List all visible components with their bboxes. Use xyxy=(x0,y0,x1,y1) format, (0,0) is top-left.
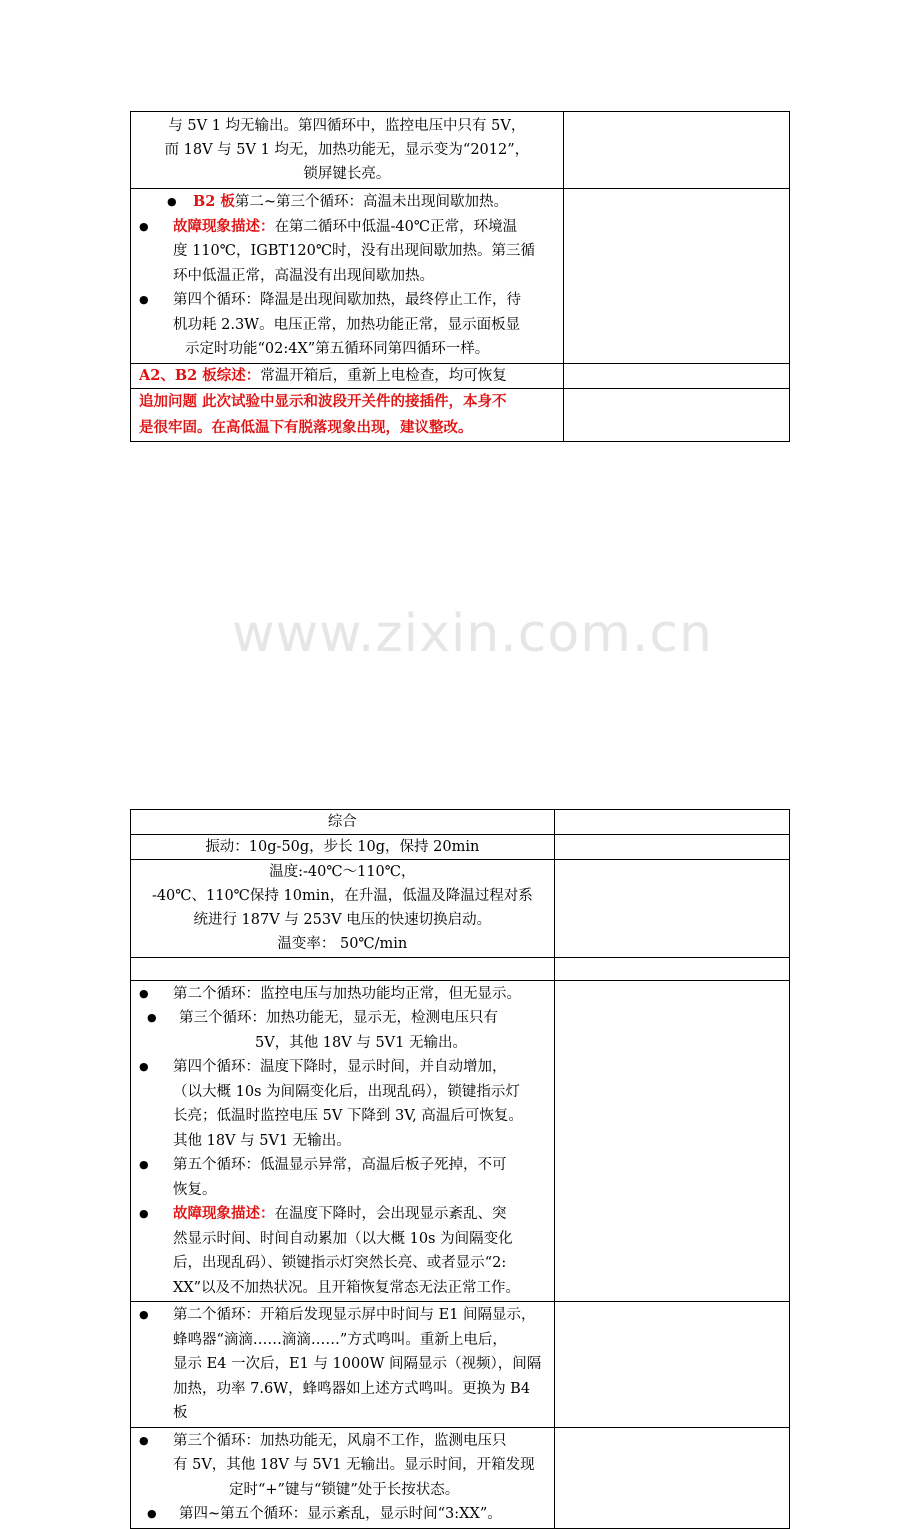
text-line: 锁屏键长亮。 xyxy=(303,166,391,182)
table-cell xyxy=(131,189,564,364)
table-row xyxy=(131,363,790,388)
bullet-icon: ● xyxy=(147,1011,157,1024)
bullet-icon: ● xyxy=(147,1507,157,1520)
list-item xyxy=(131,1429,554,1503)
list-item-text: 有 5V，其他 18V 与 5V1 无输出。显示时间，开箱发现 xyxy=(173,1457,535,1473)
list-item-text: 第二个循环：监控电压与加热功能均正常，但无显示。 xyxy=(173,985,521,1002)
list-item-text: 环中低温正常，高温没有出现间歇加热。 xyxy=(173,267,434,284)
table-cell-empty xyxy=(554,1302,789,1428)
temp-spec-line: 统进行 187V 与 253V 电压的快速切换启动。 xyxy=(193,911,492,928)
table-row xyxy=(131,189,790,364)
list-item-text: 第四~第五个循环：显示紊乱，显示时间“3:XX”。 xyxy=(179,1506,502,1522)
watermark: www.zixin.com.cn xyxy=(232,604,713,664)
list-item-text: 后，出现乱码）、锁键指示灯突然长亮、或者显示“2: xyxy=(173,1255,507,1271)
list-item xyxy=(131,1006,554,1055)
table-cell-empty xyxy=(563,388,789,441)
list-item-text: 第四个循环：温度下降时，显示时间，并自动增加， xyxy=(173,1059,507,1075)
list-item xyxy=(131,1202,554,1300)
additional-issue-line: 是很牢固。在高低温下有脱落现象出现，建议整改。 xyxy=(139,418,473,436)
table-cell-empty xyxy=(554,859,789,957)
fault-label: 故障现象描述： xyxy=(173,1205,275,1222)
list-item-text: 第二~第三个循环：高温未出现间歇加热。 xyxy=(234,194,509,210)
list-item-text: 显示 E4 一次后，E1 与 1000W 间隔显示（视频），间隔 xyxy=(173,1356,542,1372)
board-label: B2 板 xyxy=(193,193,235,210)
bullet-icon: ● xyxy=(139,1207,149,1220)
table-cell xyxy=(131,859,555,957)
temp-spec-line: 温度:-40℃～110℃， xyxy=(269,863,416,880)
list-item-text: 定时“+”键与“锁键”处于长按状态。 xyxy=(229,1481,460,1498)
results-table-1 xyxy=(130,111,790,442)
list-item-text: 5V，其他 18V 与 5V1 无输出。 xyxy=(255,1034,467,1051)
table-cell xyxy=(131,834,555,859)
table-row xyxy=(131,834,790,859)
table-cell-empty xyxy=(554,809,789,834)
bullet-icon: ● xyxy=(139,1060,149,1073)
list-item-text: 第五个循环：低温显示异常，高温后板子死掉，不可 xyxy=(173,1157,507,1173)
table-row xyxy=(131,980,790,1302)
fault-label: 故障现象描述： xyxy=(173,217,275,235)
temp-spec-line: -40℃、110℃保持 10min，在升温，低温及降温过程对系 xyxy=(151,887,533,904)
list-item-text: 恢复。 xyxy=(173,1181,217,1198)
table-cell-empty xyxy=(563,189,789,364)
table-row xyxy=(131,957,790,980)
table-row xyxy=(131,859,790,957)
table-row xyxy=(131,1427,790,1528)
list-item xyxy=(131,190,563,215)
list-item-text: 蜂鸣器“滴滴……滴滴……”方式鸣叫。重新上电后， xyxy=(173,1331,507,1348)
table-header-cell xyxy=(131,809,555,834)
table-cell-empty xyxy=(554,980,789,1302)
table-cell xyxy=(131,980,555,1302)
list-item xyxy=(131,1303,554,1426)
list-item-text: XX”以及不加热状况。且开箱恢复常态无法正常工作。 xyxy=(173,1279,521,1296)
text-line: 与 5V 1 均无输出。第四循环中，监控电压中只有 5V， xyxy=(168,118,526,134)
list-item-text: 度 110℃，IGBT120℃时，没有出现间歇加热。第三循 xyxy=(173,243,536,259)
list-item xyxy=(131,1502,554,1527)
list-item-text: 在第二循环中低温-40℃正常，环境温 xyxy=(274,218,518,235)
summary-line xyxy=(131,364,563,388)
list-item xyxy=(131,288,563,362)
table-row xyxy=(131,1302,790,1428)
list-item-text: 在温度下降时，会出现显示紊乱、突 xyxy=(274,1206,507,1222)
list-item-text: 然显示时间、时间自动累加（以大概 10s 为间隔变化 xyxy=(173,1230,513,1247)
text-line: 而 18V 与 5V 1 均无，加热功能无，显示变为“2012”， xyxy=(164,142,530,158)
list-item xyxy=(131,1055,554,1153)
table-cell-empty xyxy=(131,957,555,980)
table-row xyxy=(131,112,790,189)
results-table-2 xyxy=(130,809,790,1529)
vibration-spec: 振动：10g-50g，步长 10g，保持 20min xyxy=(205,838,480,855)
list-item-text: 加热，功率 7.6W，蜂鸣器如上述方式鸣叫。更换为 B4 xyxy=(173,1380,531,1397)
bullet-icon: ● xyxy=(139,293,149,306)
list-item-text: （以大概 10s 为间隔变化后，出现乱码），锁键指示灯 xyxy=(173,1083,520,1100)
list-item-text: 板 xyxy=(173,1405,188,1421)
table-cell xyxy=(131,388,564,441)
section-title: 综合 xyxy=(327,813,357,830)
table-cell xyxy=(131,1427,555,1528)
list-item xyxy=(131,1153,554,1202)
table-cell xyxy=(131,112,564,189)
list-item-text: 第四个循环：降温是出现间歇加热，最终停止工作，待 xyxy=(173,292,521,308)
temp-rate: 温变率： 50℃/min xyxy=(277,935,408,952)
table-row xyxy=(131,809,790,834)
list-item xyxy=(131,982,554,1007)
list-item-text: 第二个循环：开箱后发现显示屏中时间与 E1 间隔显示， xyxy=(173,1307,536,1323)
bullet-icon: ● xyxy=(139,1308,149,1321)
list-item xyxy=(131,215,563,289)
bullet-icon: ● xyxy=(139,1158,149,1171)
list-item-text: 第三个循环：加热功能无，显示无，检测电压只有 xyxy=(179,1010,498,1026)
additional-issue-line: 追加问题 此次试验中显示和波段开关件的接插件，本身不 xyxy=(139,392,507,410)
table-cell xyxy=(131,1302,555,1428)
bullet-icon: ● xyxy=(139,1433,149,1447)
bullet-icon: ● xyxy=(139,986,149,1000)
table-cell-empty xyxy=(563,112,789,189)
list-item-text: 其他 18V 与 5V1 无输出。 xyxy=(173,1132,351,1149)
table-cell-empty xyxy=(554,957,789,980)
list-item-text: 机功耗 2.3W。电压正常，加热功能正常，显示面板显 xyxy=(173,316,521,333)
bullet-icon: ● xyxy=(167,195,177,208)
table-cell-empty xyxy=(554,1427,789,1528)
list-item-text: 示定时功能“02:4X”第五循环同第四循环一样。 xyxy=(185,341,490,357)
table-row xyxy=(131,388,790,441)
table-cell-empty xyxy=(563,363,789,388)
list-item-text: 长亮；低温时监控电压 5V 下降到 3V, 高温后可恢复。 xyxy=(173,1108,523,1124)
summary-label: A2、B2 板综述： xyxy=(139,366,261,384)
summary-text: 常温开箱后，重新上电检查，均可恢复 xyxy=(260,367,507,384)
table-cell xyxy=(131,363,564,388)
list-item-text: 第三个循环：加热功能无，风扇不工作，监测电压只 xyxy=(173,1432,507,1449)
bullet-icon: ● xyxy=(139,219,149,233)
table-cell-empty xyxy=(554,834,789,859)
